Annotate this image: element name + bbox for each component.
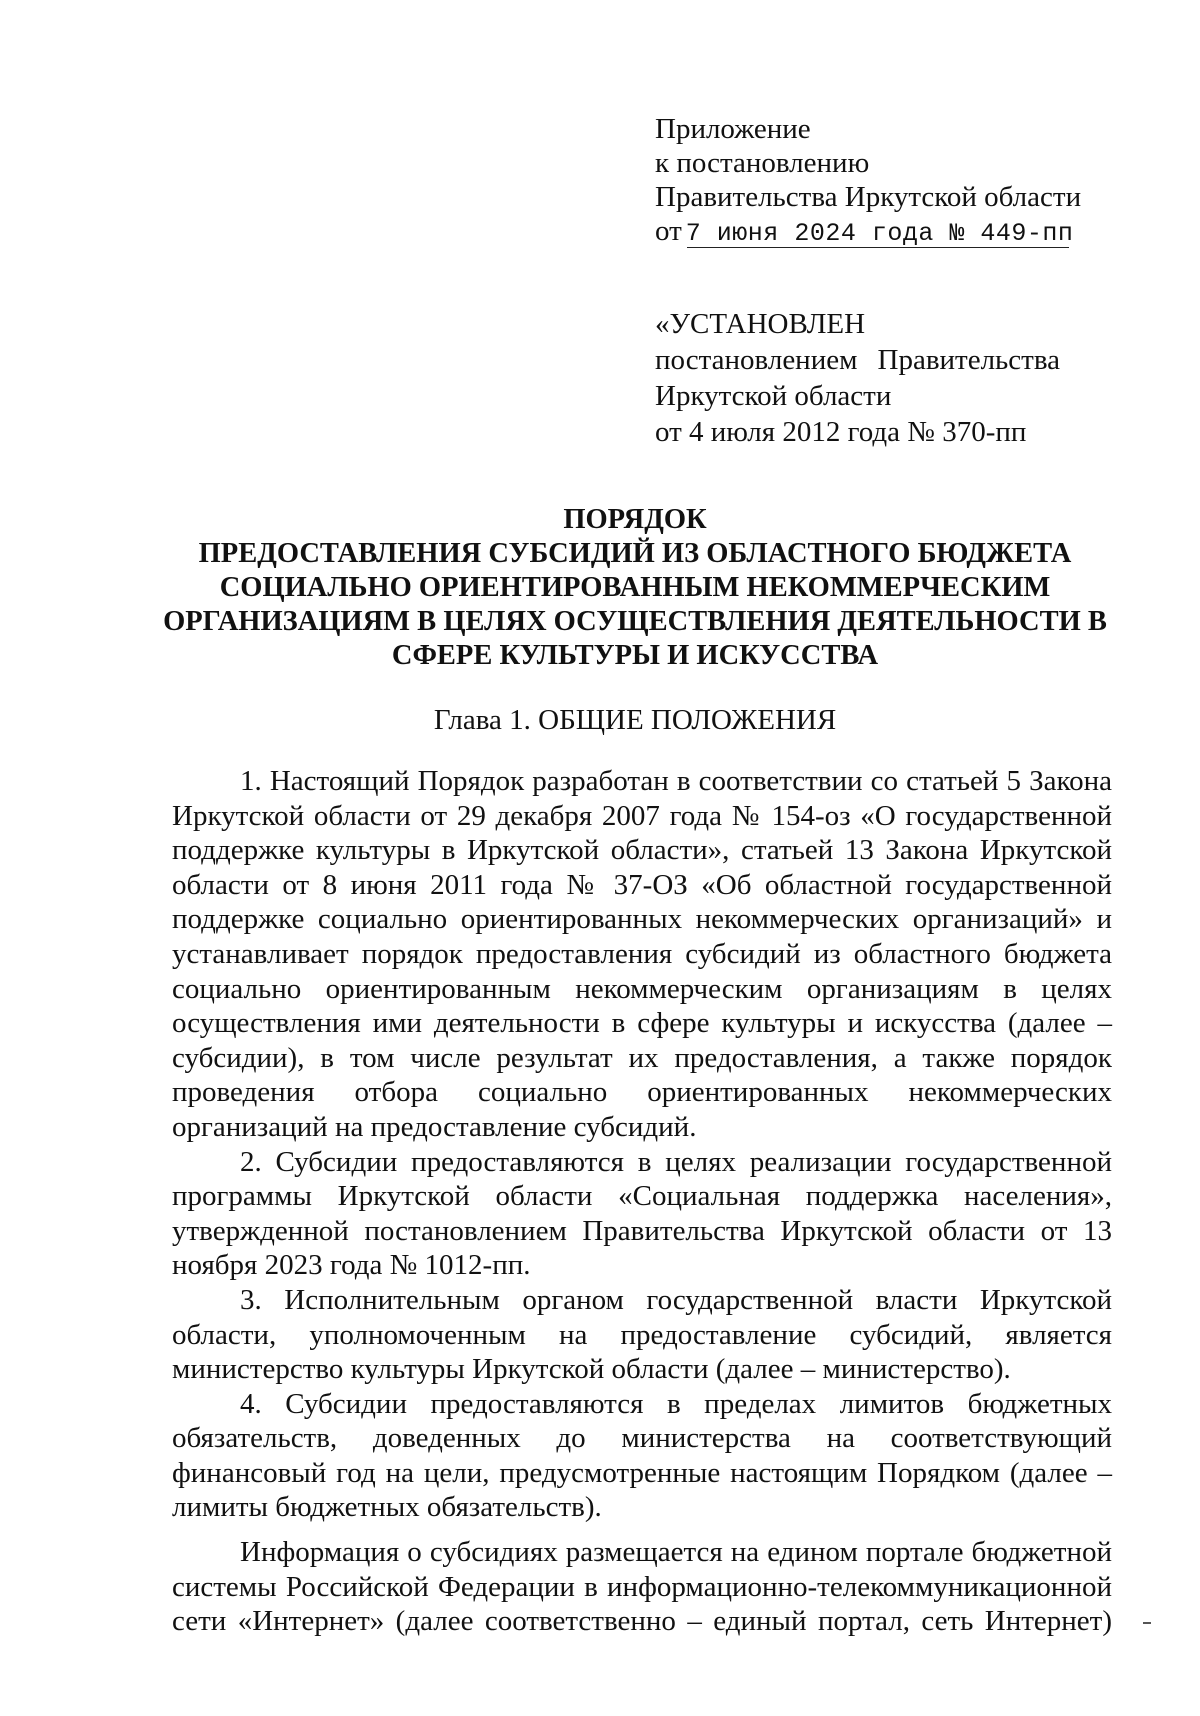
established-line-2a: постановлением — [655, 344, 858, 376]
title-line-5: СФЕРЕ КУЛЬТУРЫ И ИСКУССТВА — [391, 640, 879, 671]
title-line-3: СОЦИАЛЬНО ОРИЕНТИРОВАННЫМ НЕКОММЕРЧЕСКИМ — [219, 572, 1051, 603]
established-block — [655, 306, 1065, 450]
established-line-2b: Правительства — [877, 344, 1060, 376]
established-line-3: Иркутской области — [655, 380, 892, 412]
appendix-line-3: Правительства Иркутской области — [655, 181, 1082, 213]
paragraph-4: 4. Субсидии предоставляются в пределах лимитов бюджетных обязательств, доведенных до министерства на соответствующий финансовый год на цели, предусмотренные настоящим Порядком (далее – лимиты бюджетных обязательств). — [172, 1387, 1112, 1524]
scan-mark — [1143, 1622, 1151, 1624]
appendix-line-1: Приложение — [655, 113, 811, 145]
chapter-heading: Глава 1. ОБЩИЕ ПОЛОЖЕНИЯ — [433, 704, 837, 736]
title-line-4: ОРГАНИЗАЦИЯМ В ЦЕЛЯХ ОСУЩЕСТВЛЕНИЯ ДЕЯТЕЛЬНОСТИ В — [163, 606, 1107, 637]
paragraph-2: 2. Субсидии предоставляются в целях реализации государственной программы Иркутской области «Социальная поддержка населения», утвержденной постановлением Правительства Иркутской области от 13 ноября 2023 года № 1012-пп. — [172, 1145, 1112, 1282]
appendix-date-value: 7 июня 2024 года № 449-пп — [685, 219, 1074, 248]
appendix-date-prefix: от — [655, 215, 682, 247]
paragraph-gap — [172, 1525, 1112, 1535]
established-line-4: от 4 июля 2012 года № 370-пп — [655, 416, 1027, 448]
title-line-2: ПРЕДОСТАВЛЕНИЯ СУБСИДИЙ ИЗ ОБЛАСТНОГО БЮДЖЕТА — [198, 538, 1072, 569]
paragraph-1: 1. Настоящий Порядок разработан в соответствии со статьей 5 Закона Иркутской области от 29 декабря 2007 года № 154-оз «О государственной поддержке культуры в Иркутской области», статьей 13 Закона Иркутской области от 8 июня 2011 года № 37-ОЗ «Об областной государственной поддержке социально ориентированных некоммерческих организаций» и устанавливает порядок предоставления субсидий из областного бюджета социально ориентированным некоммерческим организациям в целях осуществления ими деятельности в сфере культуры и искусства (далее – субсидии), в том числе результат их предоставления, а также порядок проведения отбора социально ориентированных некоммерческих организаций на предоставление субсидий. — [172, 765, 1112, 1143]
document-title — [160, 503, 1110, 673]
appendix-date-line — [655, 214, 1075, 251]
appendix-date-underline — [687, 247, 1069, 248]
paragraph-3: 3. Исполнительным органом государственной власти Иркутской области, уполномоченным на предоставление субсидий, является министерство культуры Иркутской области (далее – министерство). — [172, 1283, 1112, 1386]
established-line-2 — [655, 342, 1060, 378]
appendix-header — [655, 112, 1082, 251]
established-line-1: «УСТАНОВЛЕН — [655, 308, 866, 340]
document-body — [172, 764, 1112, 1639]
title-line-1: ПОРЯДОК — [563, 504, 707, 535]
paragraph-5: Информация о субсидиях размещается на едином портале бюджетной системы Российской Федерации в информационно-телекоммуникационной сети «Интернет» (далее соответственно – единый портал, сеть Интернет) — [172, 1536, 1112, 1638]
appendix-line-2: к постановлению — [655, 147, 870, 179]
